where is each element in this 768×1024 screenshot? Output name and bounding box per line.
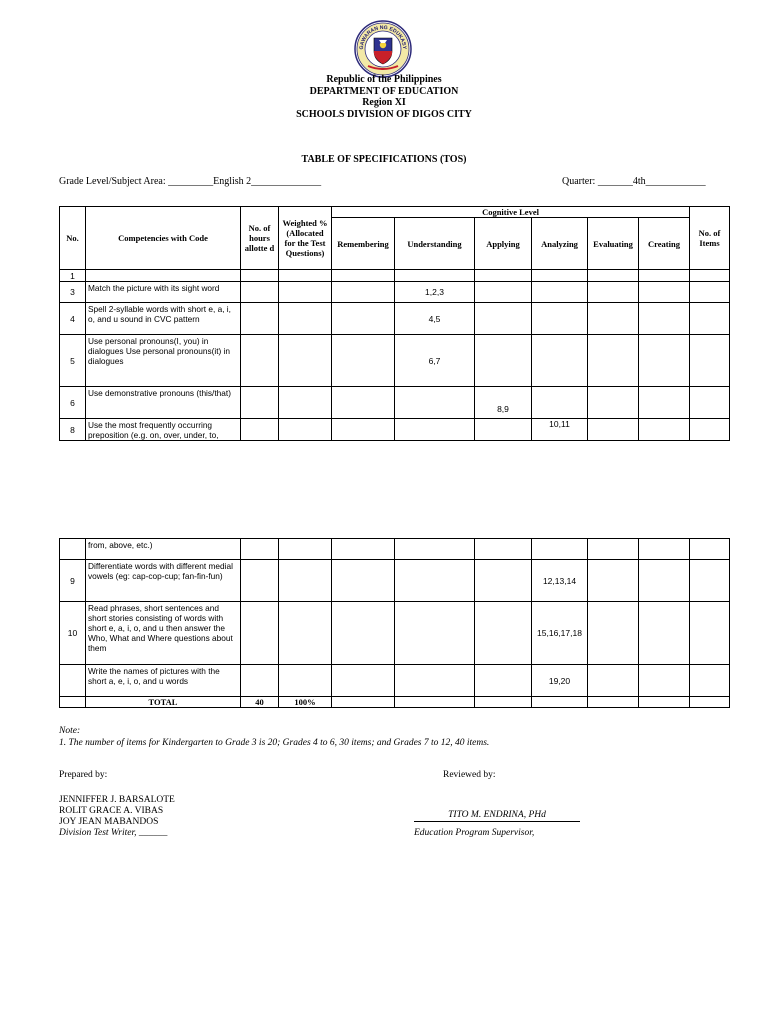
row-no: 8 — [60, 419, 86, 441]
header-competencies: Competencies with Code — [86, 207, 241, 270]
header-evaluating: Evaluating — [588, 218, 639, 270]
row-competency: Match the picture with its sight word — [86, 282, 241, 303]
row-competency: Differentiate words with different medial vowels (eg: cap-cop-cup; fan-fin-fun) — [86, 560, 241, 602]
row-no: 10 — [60, 602, 86, 665]
row-competency: from, above, etc.) — [86, 539, 241, 560]
preparer-role: Division Test Writer, ______ — [59, 828, 168, 838]
svg-text:KAGAWARAN NG EDUKASYON: GAWARAN NG EDUKASY — [358, 24, 408, 50]
row-competency: Spell 2-syllable words with short e, a, i, o, and u sound in CVC pattern — [86, 303, 241, 335]
row-no: 3 — [60, 282, 86, 303]
note-text: 1. The number of items for Kindergarten to Grade 3 is 20; Grades 4 to 6, 30 items; and Grades 7 to 12, 40 items. — [59, 738, 490, 748]
row-no: 5 — [60, 335, 86, 387]
reviewed-by-label: Reviewed by: — [443, 770, 496, 780]
row-competency — [86, 270, 241, 282]
row-competency: Use the most frequently occurring preposition (e.g. on, over, under, to, — [86, 419, 241, 441]
row-no: 4 — [60, 303, 86, 335]
row-no — [60, 665, 86, 697]
header-remembering: Remembering — [332, 218, 395, 270]
total-weighted: 100% — [279, 697, 332, 708]
table-row — [60, 335, 730, 387]
letterhead-division: SCHOOLS DIVISION OF DIGOS CITY — [296, 108, 472, 120]
note-label: Note: — [59, 726, 81, 736]
header-no: No. — [60, 207, 86, 270]
header-cognitive-level: Cognitive Level — [332, 207, 690, 218]
tos-table — [59, 206, 730, 441]
table-row — [60, 419, 730, 441]
preparer-name: ROLIT GRACE A. VIBAS — [59, 806, 164, 816]
total-row — [60, 697, 730, 708]
row-no: 9 — [60, 560, 86, 602]
header-analyzing: Analyzing — [532, 218, 588, 270]
prepared-by-label: Prepared by: — [59, 770, 108, 780]
header-creating: Creating — [639, 218, 690, 270]
grade-subject-field: Grade Level/Subject Area: _________English 2______________ — [59, 176, 322, 187]
letterhead-department: DEPARTMENT OF EDUCATION — [309, 85, 459, 97]
table-row — [60, 303, 730, 335]
header-hours: No. of hours allotte d — [241, 207, 279, 270]
row-understanding-items: 4,5 — [395, 303, 475, 335]
row-no: 1 — [60, 270, 86, 282]
row-analyzing-items: 15,16,17,18 — [532, 602, 588, 665]
document-title: TABLE OF SPECIFICATIONS (TOS) — [301, 154, 467, 165]
table-row — [60, 560, 730, 602]
preparer-name: JOY JEAN MABANDOS — [59, 817, 159, 827]
row-competency: Use demonstrative pronouns (this/that) — [86, 387, 241, 419]
table-row — [60, 539, 730, 560]
header-no-of-items: No. of Items — [690, 207, 730, 270]
row-no: 6 — [60, 387, 86, 419]
total-hours: 40 — [241, 697, 279, 708]
reviewer-role: Education Program Supervisor, — [414, 828, 535, 838]
row-competency: Write the names of pictures with the short a, e, i, o, and u words — [86, 665, 241, 697]
letterhead-region: Region XI — [362, 97, 406, 108]
row-applying-items: 8,9 — [475, 387, 532, 419]
row-analyzing-items: 10,11 — [532, 419, 588, 441]
table-row — [60, 270, 730, 282]
row-understanding-items: 1,2,3 — [395, 282, 475, 303]
header-understanding: Understanding — [395, 218, 475, 270]
tos-table-continued — [59, 538, 730, 708]
quarter-field: Quarter: _______4th____________ — [562, 176, 706, 187]
row-analyzing-items: 12,13,14 — [532, 560, 588, 602]
row-competency: Use personal pronouns(I, you) in dialogues Use personal pronouns(it) in dialogues — [86, 335, 241, 387]
row-understanding-items: 6,7 — [395, 335, 475, 387]
table-row — [60, 387, 730, 419]
header-applying: Applying — [475, 218, 532, 270]
table-row — [60, 665, 730, 697]
table-row — [60, 282, 730, 303]
preparer-name: JENNIFFER J. BARSALOTE — [59, 795, 175, 805]
letterhead — [0, 74, 768, 120]
row-analyzing-items: 19,20 — [532, 665, 588, 697]
header-weighted: Weighted % (Allocated for the Test Questions) — [279, 207, 332, 270]
table-row — [60, 602, 730, 665]
reviewer-name: TITO M. ENDRINA, PHd — [414, 810, 580, 822]
deped-seal — [354, 20, 412, 78]
total-label: TOTAL — [86, 697, 241, 708]
letterhead-republic: Republic of the Philippines — [326, 74, 442, 85]
row-no — [60, 539, 86, 560]
row-competency: Read phrases, short sentences and short stories consisting of words with short e, a, i, o, and u then answer the Who, What and Where questions about them — [86, 602, 241, 665]
